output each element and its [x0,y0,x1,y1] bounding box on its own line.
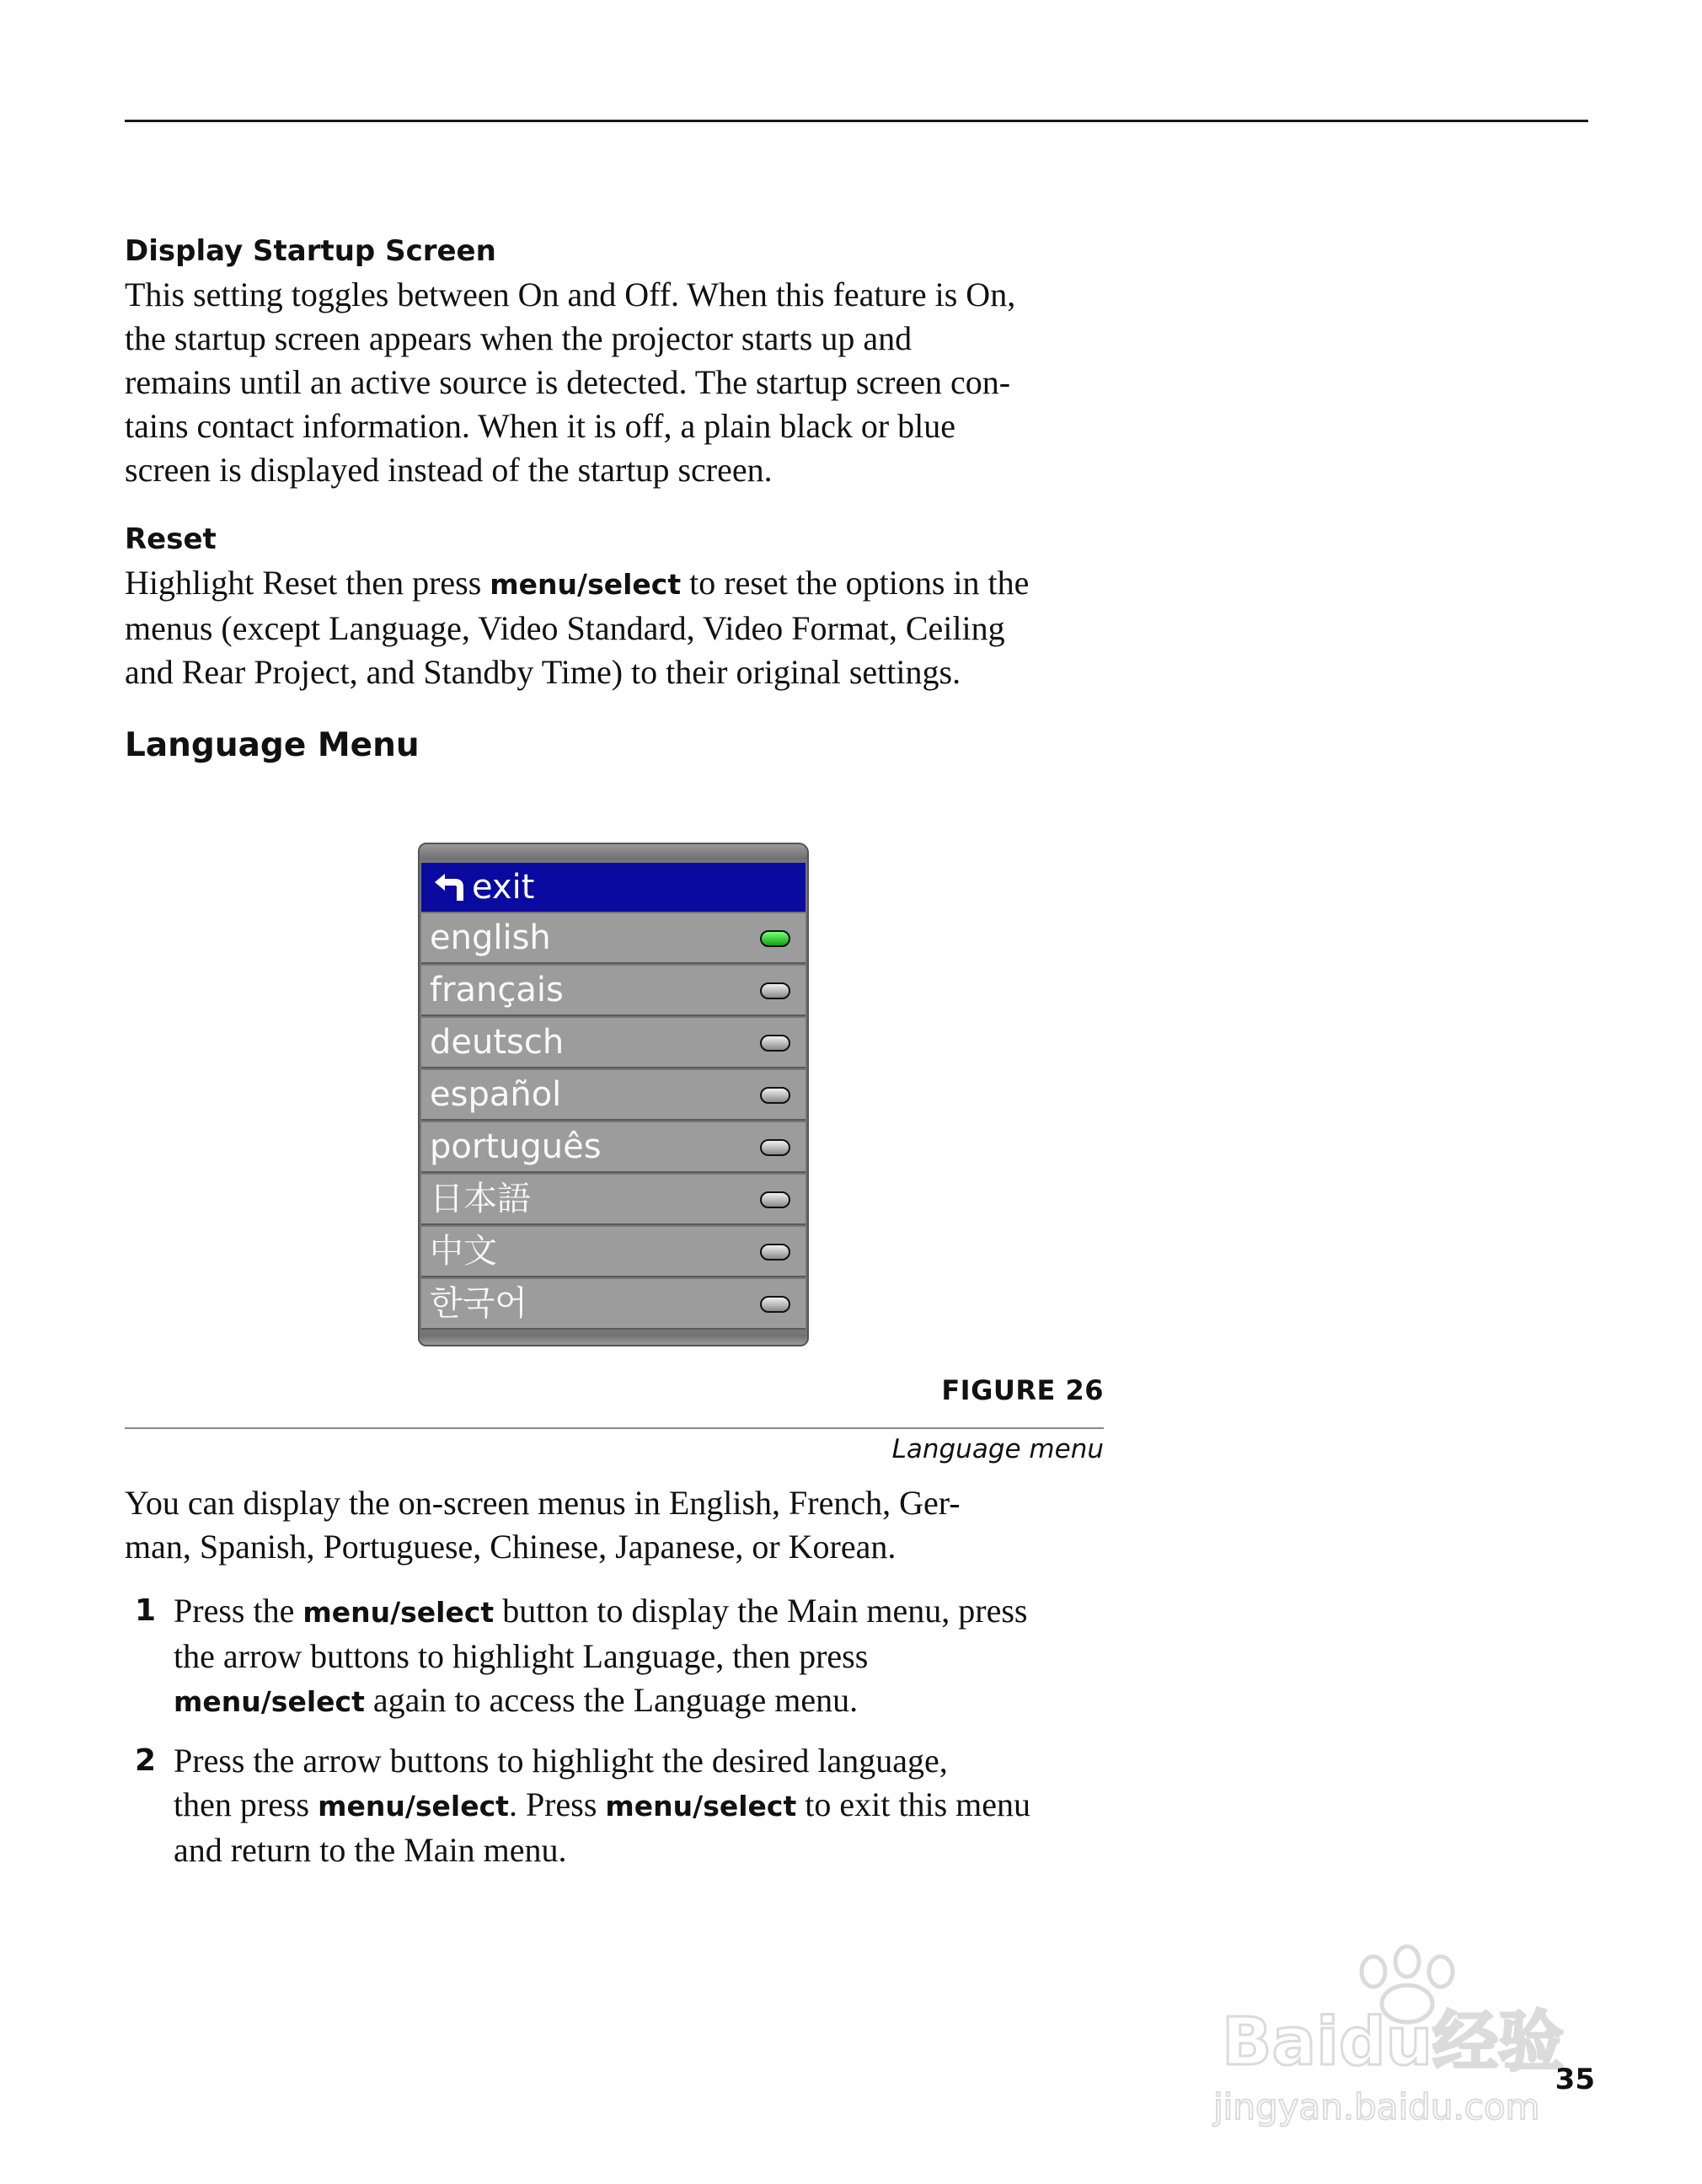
figure-label: FIGURE 26 [941,1374,1104,1406]
language-option[interactable] [421,1070,806,1121]
text: again to access the Language menu. [364,1681,859,1719]
radio-unselected-icon[interactable] [760,1035,790,1052]
body-line: remains until an active source is detected. The startup screen con- [125,363,1011,401]
body-line: menus (except Language, Video Standard, Video Format, Ceiling [125,609,1005,647]
language-option-label: français [430,971,564,1009]
menu-items [421,913,806,1331]
step-line: and return to the Main menu. [174,1831,567,1869]
keyword: menu/select [174,1685,365,1718]
step-1 [125,1589,1104,1724]
figure-caption: Language menu [891,1434,1104,1464]
step-2 [125,1739,1104,1872]
top-rule [125,120,1588,122]
radio-unselected-icon[interactable] [760,1296,790,1313]
step-line [174,1589,1104,1635]
radio-unselected-icon[interactable] [760,982,790,999]
step-number: 1 [135,1593,157,1628]
step-text [174,1589,1104,1724]
keyword: menu/select [605,1790,797,1823]
section-reset [125,522,1104,694]
baidu-watermark [1196,1938,1618,2140]
radio-unselected-icon[interactable] [760,1139,790,1156]
language-option-label: 日本語 [430,1180,531,1218]
text: button to display the Main menu, press [494,1592,1028,1630]
language-option-label: 한국어 [430,1284,527,1323]
language-option-label: deutsch [430,1023,565,1062]
radio-unselected-icon[interactable] [760,1244,790,1261]
language-option-label: english [430,918,551,957]
keyword: menu/select [302,1596,495,1629]
language-option[interactable] [421,1122,806,1173]
body-line: screen is displayed instead of the startup screen. [125,451,773,489]
radio-unselected-icon[interactable] [760,1087,790,1104]
watermark-url: jingyan.baidu.com [1213,2086,1540,2128]
body-line: man, Spanish, Portuguese, Chinese, Japanese, or Korean. [125,1528,896,1566]
section-heading: Reset [125,522,217,556]
text: to reset the options in the [681,564,1030,602]
body-line: You can display the on-screen menus in English, French, Ger- [125,1484,961,1522]
language-option-label: 中文 [430,1232,497,1271]
section-language [125,726,1104,765]
paw-logo-icon [1196,1938,1618,2140]
return-arrow-icon [430,863,472,912]
step-number: 2 [135,1743,157,1778]
language-option-label: español [430,1075,562,1114]
text: . Press [508,1785,606,1823]
radio-unselected-icon[interactable] [760,1191,790,1208]
page-number: 35 [1555,2063,1595,2096]
intro-paragraph [125,1481,1104,1569]
step-line [174,1783,1104,1828]
body-line [125,561,1104,607]
language-option[interactable] [421,1227,806,1277]
figure-rule [125,1427,1104,1429]
text: to exit this menu [796,1785,1031,1823]
language-option[interactable] [421,1279,806,1330]
section-display-startup [125,234,1104,492]
body-line: and Rear Project, and Standby Time) to their original settings. [125,653,961,691]
step-line: the arrow buttons to highlight Language, then press [174,1637,869,1675]
menu-exit-label: exit [472,868,535,907]
step-text [174,1739,1104,1872]
keyword: menu/select [318,1790,509,1823]
body-line: tains contact information. When it is off, a plain black or blue [125,407,956,445]
language-option[interactable] [421,966,806,1016]
menu-exit-item[interactable] [421,863,806,912]
body-line: the startup screen appears when the projector starts up and [125,319,913,357]
language-menu [418,843,809,1346]
menu-frame-bottom [420,1335,807,1345]
radio-selected-icon[interactable] [760,930,790,947]
keyword: menu/select [490,568,682,601]
watermark-brand: Baidu经验 [1222,2005,1565,2080]
section-heading: Display Startup Screen [125,234,496,268]
text: Press the [174,1592,303,1630]
language-option[interactable] [421,913,806,964]
body-line: This setting toggles between On and Off. When this feature is On, [125,276,1016,313]
language-option[interactable] [421,1175,806,1225]
section-heading: Language Menu [125,726,420,764]
step-line: Press the arrow buttons to highlight the desired language, [174,1742,948,1780]
text: then press [174,1785,318,1823]
language-option[interactable] [421,1018,806,1068]
step-line [174,1678,1104,1724]
language-option-label: português [430,1127,602,1166]
menu-frame-top [420,844,807,859]
text: Highlight Reset then press [125,564,490,602]
